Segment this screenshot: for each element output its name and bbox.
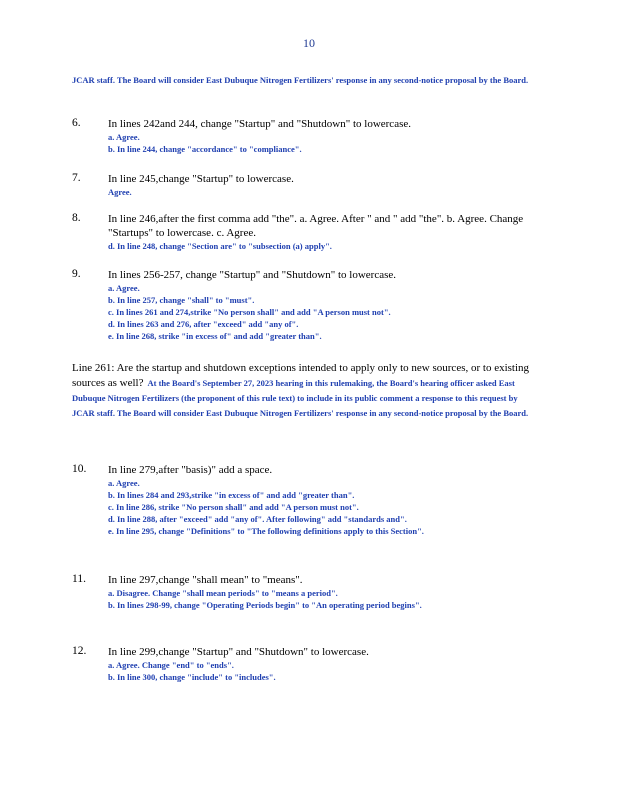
item-number: 7.	[72, 172, 81, 184]
response: Agree.	[108, 187, 132, 197]
response: a. Agree.	[108, 283, 140, 293]
item-number: 12.	[72, 645, 87, 657]
response: a. Disagree. Change "shall mean periods" to "means a period".	[108, 588, 338, 598]
item-text: In lines 256-257, change "Startup" and "Shutdown" to lowercase.	[108, 269, 397, 281]
item-number: 8.	[72, 212, 81, 224]
general-question-block	[72, 360, 542, 420]
item-text: In line 297,change "shall mean" to "means".	[108, 574, 303, 586]
response: a. Agree.	[108, 132, 140, 142]
response: b. In line 257, change "shall" to "must".	[108, 295, 255, 305]
response: d. In line 288, after "exceed" add "any of". After following" add "standards and".	[108, 514, 407, 524]
response: a. Agree. Change "end" to "ends".	[108, 660, 234, 670]
response: b. In line 244, change "accordance" to "compliance".	[108, 144, 302, 154]
item-text: In line 245,change "Startup" to lowercase.	[108, 173, 294, 185]
item-number: 6.	[72, 117, 81, 129]
response: b. In lines 284 and 293,strike "in excess of" and add "greater than".	[108, 490, 355, 500]
intro-note: JCAR staff. The Board will consider East Dubuque Nitrogen Fertilizers' response in any second-notice proposal by the Board.	[72, 75, 529, 85]
item-text: In line 279,after "basis)" add a space.	[108, 464, 273, 476]
response: e. In line 295, change "Definitions" to "The following definitions apply to this Section".	[108, 526, 424, 536]
response: d. In lines 263 and 276, after "exceed" add "any of".	[108, 319, 299, 329]
response: d. In line 248, change "Section are" to "subsection (a) apply".	[108, 241, 332, 251]
item-text: In lines 242and 244, change "Startup" and "Shutdown" to lowercase.	[108, 118, 411, 130]
item-text: In line 246,after the first comma add "the". a. Agree. After " and " add "the". b. Agree. Change "Startups" to lowercase. c. Agree.	[108, 213, 524, 239]
response: c. In line 286, strike "No person shall" and add "A person must not".	[108, 502, 359, 512]
response: b. In lines 298-99, change "Operating Periods begin" to "An operating period begins".	[108, 600, 422, 610]
general-question: Line 261: Are the startup and shutdown exceptions intended to apply only to new sources, or to existing sources as well?	[72, 362, 530, 389]
response: e. In line 268, strike "in excess of" and add "greater than".	[108, 331, 322, 341]
item-number: 11.	[72, 573, 86, 585]
general-answer: At the Board's September 27, 2023 hearing in this rulemaking, the Board's hearing officer asked East Dubuque Nitrogen Fertilizers (the proponent of this rule text) to include in its public comment a response to this request by JCAR staff. The Board will consider East Dubuque Nitrogen Fertilizers' response in any second-notice proposal by the Board.	[72, 378, 529, 418]
item-text: In line 299,change "Startup" and "Shutdown" to lowercase.	[108, 646, 369, 658]
response: b. In line 300, change "include" to "includes".	[108, 672, 276, 682]
response: a. Agree.	[108, 478, 140, 488]
page-number: 10	[303, 36, 315, 50]
response: c. In lines 261 and 274,strike "No person shall" and add "A person must not".	[108, 307, 391, 317]
item-number: 10.	[72, 463, 87, 475]
item-number: 9.	[72, 268, 81, 280]
